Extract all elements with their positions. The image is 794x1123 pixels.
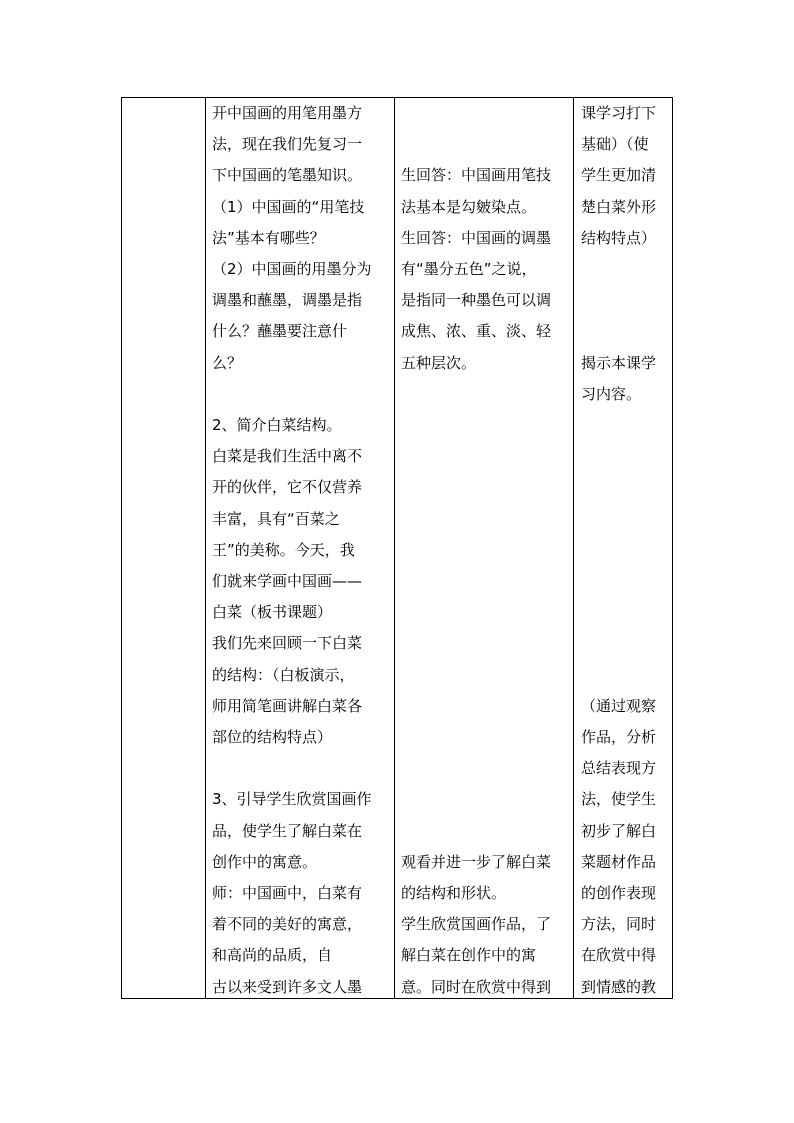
col2-text-line: 部位的结构特点） xyxy=(212,728,333,746)
col3-text-line: 成焦、浓、重、淡、轻 xyxy=(401,322,552,341)
col4-text-line: 的创作表现 xyxy=(581,884,657,902)
col4-text-line: 学生更加清 xyxy=(581,166,657,185)
col2-text-line: 们就来学画中国画—— xyxy=(212,572,363,590)
col4-text-line: 课学习打下 xyxy=(581,104,657,122)
col2-text-line: 着不同的美好的寓意， xyxy=(212,915,363,934)
col2-text-line: 白菜是我们生活中离不 xyxy=(212,447,363,466)
column-student-activity xyxy=(401,98,571,998)
col2-text-line: 3、引导学生欣赏国画作 xyxy=(212,790,372,809)
col2-text-line: 法，现在我们先复习一 xyxy=(212,135,363,154)
col4-text-line: （通过观察 xyxy=(581,696,657,715)
col2-text-line: 么？ xyxy=(212,353,243,372)
col2-text-line: 开中国画的用笔用墨方 xyxy=(212,104,363,122)
col4-text-line: 基础）（使 xyxy=(581,135,649,154)
col2-text-line: 白菜（板书课题） xyxy=(212,603,333,622)
column-divider xyxy=(205,98,206,998)
col4-text-line: 到情感的教 xyxy=(581,977,657,996)
col2-text-line: 和高尚的品质，自 xyxy=(212,946,333,965)
col4-text-line: 作品，分析 xyxy=(581,728,657,746)
column-design-intent xyxy=(581,98,671,998)
col2-text-line: 品，使学生了解白菜在 xyxy=(212,821,363,840)
col4-text-line: 结构特点） xyxy=(581,228,657,247)
column-divider xyxy=(394,98,395,998)
col3-text-line: 有“墨分五色”之说， xyxy=(401,260,537,278)
lesson-plan-table xyxy=(121,97,673,999)
col3-text-line: 观看并进一步了解白菜 xyxy=(401,852,552,871)
col2-text-line: 法”基本有哪些？ xyxy=(212,228,325,247)
col4-text-line: 初步了解白 xyxy=(581,821,657,840)
col2-text-line: 下中国画的笔墨知识。 xyxy=(212,166,363,185)
col2-text-line: 我们先来回顾一下白菜 xyxy=(212,634,363,653)
col2-text-line: 丰富，具有“百菜之 xyxy=(212,509,340,528)
col3-text-line: 意。同时在欣赏中得到 xyxy=(401,977,552,996)
col4-text-line: 法，使学生 xyxy=(581,790,657,809)
col4-text-line: 方法，同时 xyxy=(581,915,657,934)
col2-text-line: 调墨和蘸墨，调墨是指 xyxy=(212,291,363,310)
col3-text-line: 五种层次。 xyxy=(401,353,477,372)
col2-text-line: 的结构：（白板演示， xyxy=(212,665,355,684)
col4-text-line: 揭示本课学 xyxy=(581,353,657,372)
col2-text-line: 创作中的寓意。 xyxy=(212,852,318,871)
col3-text-line: 法基本是勾皴染点。 xyxy=(401,197,537,216)
column-teacher-activity xyxy=(212,98,392,998)
col4-text-line: 菜题材作品 xyxy=(581,852,657,871)
col3-text-line: 生回答：中国画用笔技 xyxy=(401,166,552,185)
col4-text-line: 习内容。 xyxy=(581,384,642,403)
col3-text-line: 的结构和形状。 xyxy=(401,884,507,902)
column-stage xyxy=(122,98,205,998)
col3-text-line: 解白菜在创作中的寓 xyxy=(401,946,537,965)
col2-text-line: 古以来受到许多文人墨 xyxy=(212,977,363,996)
col3-text-line: 学生欣赏国画作品，了 xyxy=(401,915,552,934)
column-divider xyxy=(573,98,574,998)
col2-text-line: 王”的美称。今天，我 xyxy=(212,540,355,559)
col3-text-line: 是指同一种墨色可以调 xyxy=(401,291,552,310)
col2-text-line: 师：中国画中，白菜有 xyxy=(212,884,363,902)
col4-text-line: 在欣赏中得 xyxy=(581,946,657,965)
col4-text-line: 楚白菜外形 xyxy=(581,197,657,216)
col2-text-line: 师用简笔画讲解白菜各 xyxy=(212,696,363,715)
col2-text-line: 开的伙伴，它不仅营养 xyxy=(212,478,363,497)
col3-text-line: 生回答：中国画的调墨 xyxy=(401,228,552,247)
col2-text-line: 2、简介白菜结构。 xyxy=(212,416,342,434)
col2-text-line: （1）中国画的“用笔技 xyxy=(212,197,365,216)
col2-text-line: 什么？蘸墨要注意什 xyxy=(212,322,348,341)
col2-text-line: （2）中国画的用墨分为 xyxy=(212,260,372,278)
col4-text-line: 总结表现方 xyxy=(581,759,657,778)
